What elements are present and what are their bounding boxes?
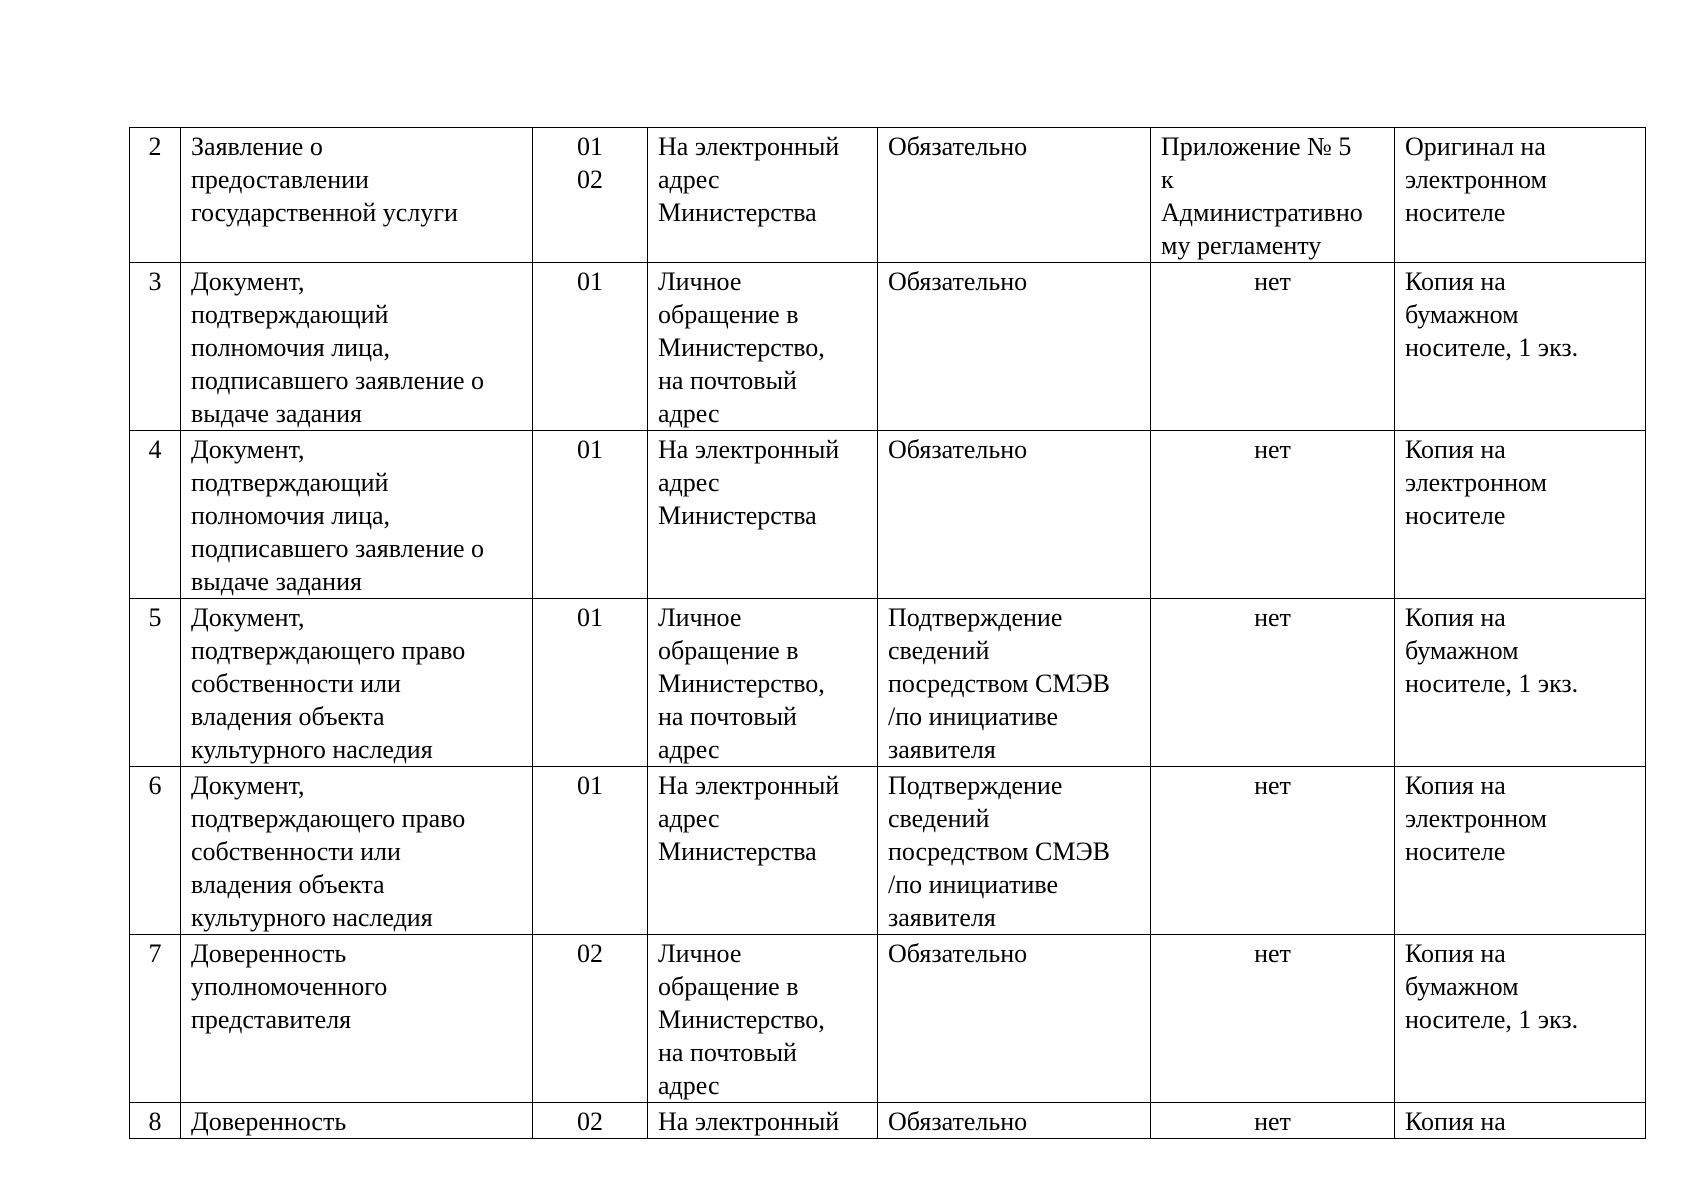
document-form: Копия на бумажном носителе, 1 экз. (1395, 599, 1646, 767)
table-row (130, 128, 1646, 263)
document-form: Копия на (1395, 1103, 1646, 1139)
document-name: Доверенность уполномоченного представителя (181, 935, 533, 1103)
applicant-codes: 01 02 (533, 128, 648, 263)
applicant-codes: 02 (533, 1103, 648, 1139)
document-form: Копия на электронном носителе (1395, 767, 1646, 935)
submission-method: Личное обращение в Министерство, на почтовый адрес (648, 935, 878, 1103)
document-name: Доверенность (181, 1103, 533, 1139)
submission-method: На электронный адрес Министерства (648, 128, 878, 263)
table-row (130, 263, 1646, 431)
appendix-reference: нет (1151, 431, 1395, 599)
row-number: 6 (130, 767, 181, 935)
document-name: Документ, подтверждающий полномочия лица, подписавшего заявление о выдаче задания (181, 263, 533, 431)
document-name: Заявление о предоставлении государственной услуги (181, 128, 533, 263)
row-number: 3 (130, 263, 181, 431)
requirement: Подтверждение сведений посредством СМЭВ /по инициативе заявителя (878, 599, 1151, 767)
table-row (130, 935, 1646, 1103)
appendix-reference: Приложение № 5 к Административно му регламенту (1151, 128, 1395, 263)
applicant-codes: 01 (533, 263, 648, 431)
requirement: Обязательно (878, 1103, 1151, 1139)
row-number: 8 (130, 1103, 181, 1139)
appendix-reference: нет (1151, 599, 1395, 767)
applicant-codes: 01 (533, 599, 648, 767)
document-name: Документ, подтверждающего право собственности или владения объекта культурного наследия (181, 599, 533, 767)
table-row (130, 1103, 1646, 1139)
submission-method: На электронный адрес Министерства (648, 431, 878, 599)
submission-method: Личное обращение в Министерство, на почтовый адрес (648, 599, 878, 767)
submission-method: На электронный адрес Министерства (648, 767, 878, 935)
appendix-reference: нет (1151, 1103, 1395, 1139)
table-row (130, 767, 1646, 935)
document-form: Копия на бумажном носителе, 1 экз. (1395, 935, 1646, 1103)
applicant-codes: 01 (533, 431, 648, 599)
submission-method: Личное обращение в Министерство, на почтовый адрес (648, 263, 878, 431)
row-number: 7 (130, 935, 181, 1103)
document-form: Оригинал на электронном носителе (1395, 128, 1646, 263)
documents-table (129, 127, 1646, 1139)
requirement: Обязательно (878, 128, 1151, 263)
requirement: Обязательно (878, 431, 1151, 599)
appendix-reference: нет (1151, 263, 1395, 431)
document-form: Копия на бумажном носителе, 1 экз. (1395, 263, 1646, 431)
submission-method: На электронный (648, 1103, 878, 1139)
row-number: 4 (130, 431, 181, 599)
appendix-reference: нет (1151, 935, 1395, 1103)
applicant-codes: 01 (533, 767, 648, 935)
requirement: Подтверждение сведений посредством СМЭВ /по инициативе заявителя (878, 767, 1151, 935)
row-number: 2 (130, 128, 181, 263)
table-row (130, 431, 1646, 599)
document-name: Документ, подтверждающий полномочия лица, подписавшего заявление о выдаче задания (181, 431, 533, 599)
row-number: 5 (130, 599, 181, 767)
document-name: Документ, подтверждающего право собственности или владения объекта культурного наследия (181, 767, 533, 935)
requirement: Обязательно (878, 263, 1151, 431)
table-row (130, 599, 1646, 767)
applicant-codes: 02 (533, 935, 648, 1103)
document-form: Копия на электронном носителе (1395, 431, 1646, 599)
requirement: Обязательно (878, 935, 1151, 1103)
appendix-reference: нет (1151, 767, 1395, 935)
